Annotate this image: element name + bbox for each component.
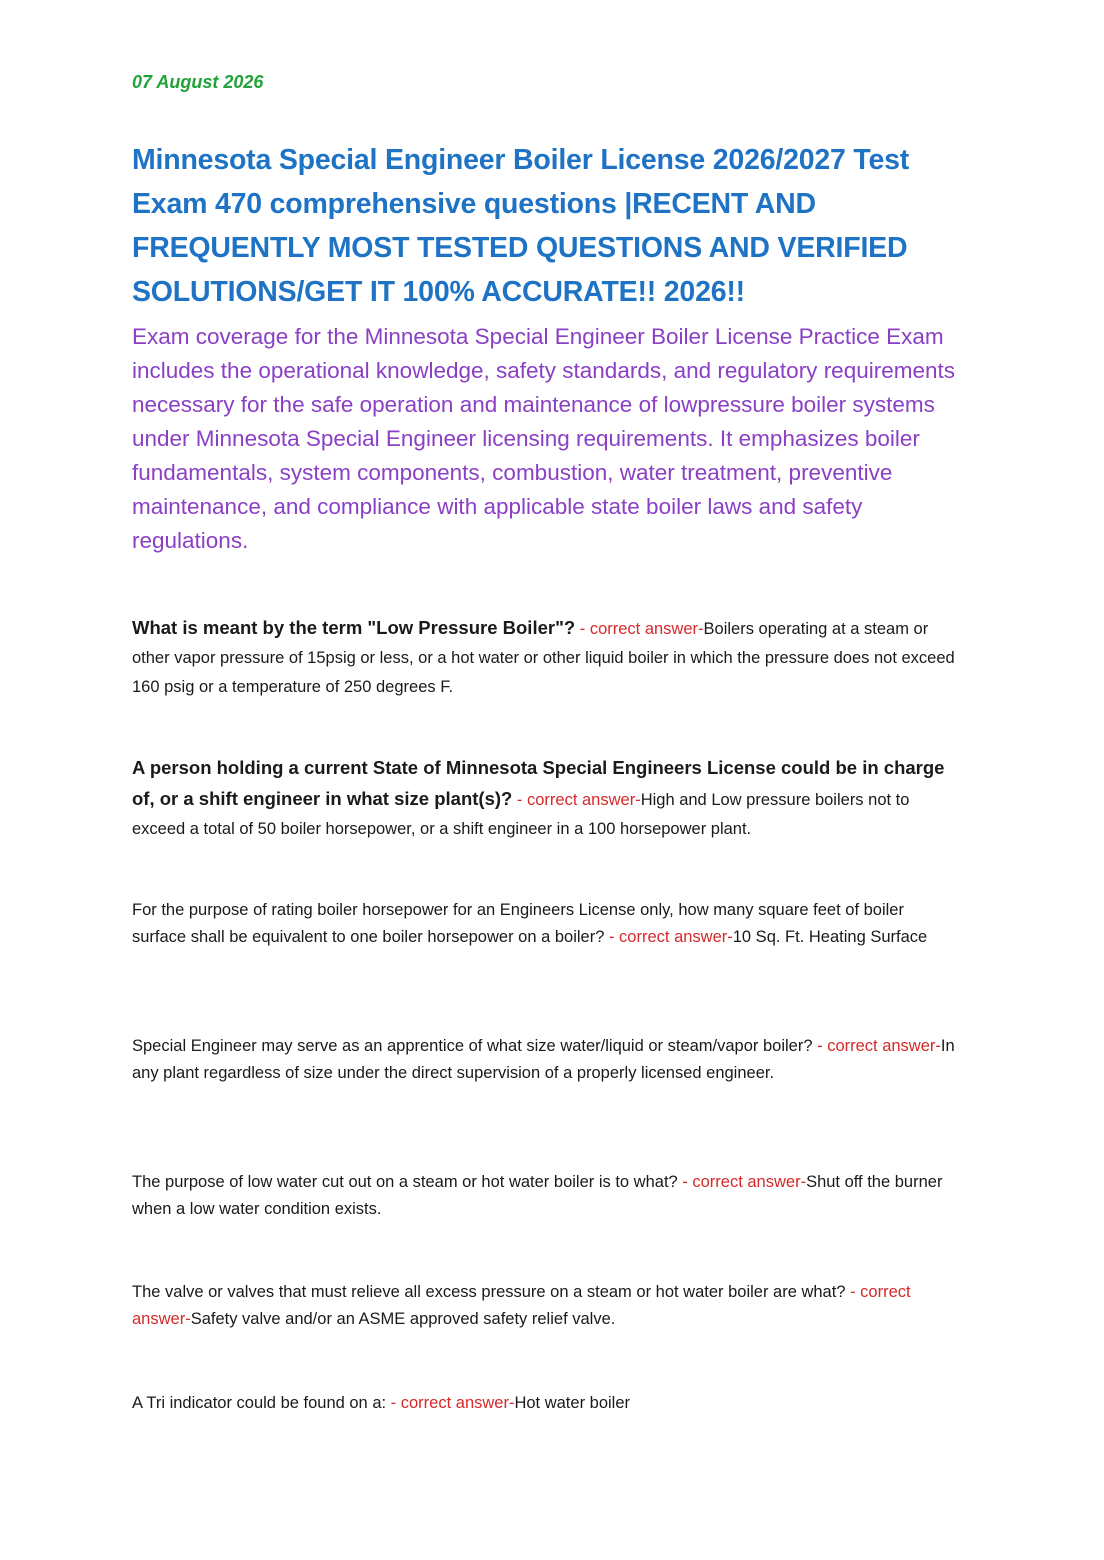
qa-item xyxy=(132,1169,962,1222)
qa-item xyxy=(132,1390,962,1417)
question-text: What is meant by the term "Low Pressure Boiler"? xyxy=(132,617,576,638)
correct-answer-marker: - correct answer- xyxy=(132,1283,911,1328)
correct-answer-marker: - correct answer- xyxy=(812,1037,941,1055)
answer-text: Shut off the burner when a low water condition exists. xyxy=(132,1173,943,1218)
question-text: A Tri indicator could be found on a: xyxy=(132,1394,387,1412)
answer-text: Boilers operating at a steam or other vapor pressure of 15psig or less, or a hot water or other liquid boiler in which the pressure does not exceed 160 psig or a temperature of 250 degrees F. xyxy=(132,620,955,696)
correct-answer-marker: - correct answer- xyxy=(604,927,733,946)
question-text: The purpose of low water cut out on a steam or hot water boiler is to what? xyxy=(132,1173,678,1191)
qa-item xyxy=(132,1033,962,1086)
exam-coverage-paragraph: Exam coverage for the Minnesota Special Engineer Boiler License Practice Exam includes the operational knowledge, safety standards, and regulatory requirements necessary for the safe operation and maintenance of lowpressure boiler systems under Minnesota Special Engineer licensing requirements. It emphasizes boiler fundamentals, system components, combustion, water treatment, preventive maintenance, and compliance with applicable state boiler laws and safety regulations. xyxy=(132,324,955,553)
qa-item xyxy=(132,753,962,844)
qa-item xyxy=(132,897,962,950)
document-date: 07 August 2026 xyxy=(132,72,264,92)
correct-answer-marker: - correct answer- xyxy=(512,791,641,809)
correct-answer-marker: - correct answer- xyxy=(386,1394,515,1412)
qa-item xyxy=(132,613,962,702)
answer-text: Hot water boiler xyxy=(514,1394,631,1412)
answer-text: High and Low pressure boilers not to exceed a total of 50 boiler horsepower, or a shift engineer in a 100 horsepower plant. xyxy=(132,791,910,838)
question-text: For the purpose of rating boiler horsepower for an Engineers License only, how many square feet of boiler surface shall be equivalent to one boiler horsepower on a boiler? xyxy=(132,901,904,946)
document-title: Minnesota Special Engineer Boiler License 2026/2027 Test Exam 470 comprehensive questions |RECENT AND FREQUENTLY MOST TESTED QUESTIONS AND VERIFIED SOLUTIONS/GET IT 100% ACCURATE!! 2026!! xyxy=(132,144,910,308)
correct-answer-marker: - correct answer- xyxy=(575,620,704,638)
correct-answer-marker: - correct answer- xyxy=(677,1173,807,1191)
question-text: The valve or valves that must relieve all excess pressure on a steam or hot water boiler are what? xyxy=(132,1283,846,1301)
question-text: Special Engineer may serve as an apprentice of what size water/liquid or steam/vapor boiler? xyxy=(132,1037,813,1055)
answer-text: In any plant regardless of size under the direct supervision of a properly licensed engineer. xyxy=(132,1037,955,1082)
answer-text: Safety valve and/or an ASME approved safety relief valve. xyxy=(190,1309,616,1328)
qa-item xyxy=(132,1279,962,1332)
question-text: A person holding a current State of Minnesota Special Engineers License could be in charge of, or a shift engineer in what size plant(s)? xyxy=(132,757,945,809)
answer-text: 10 Sq. Ft. Heating Surface xyxy=(732,927,928,946)
